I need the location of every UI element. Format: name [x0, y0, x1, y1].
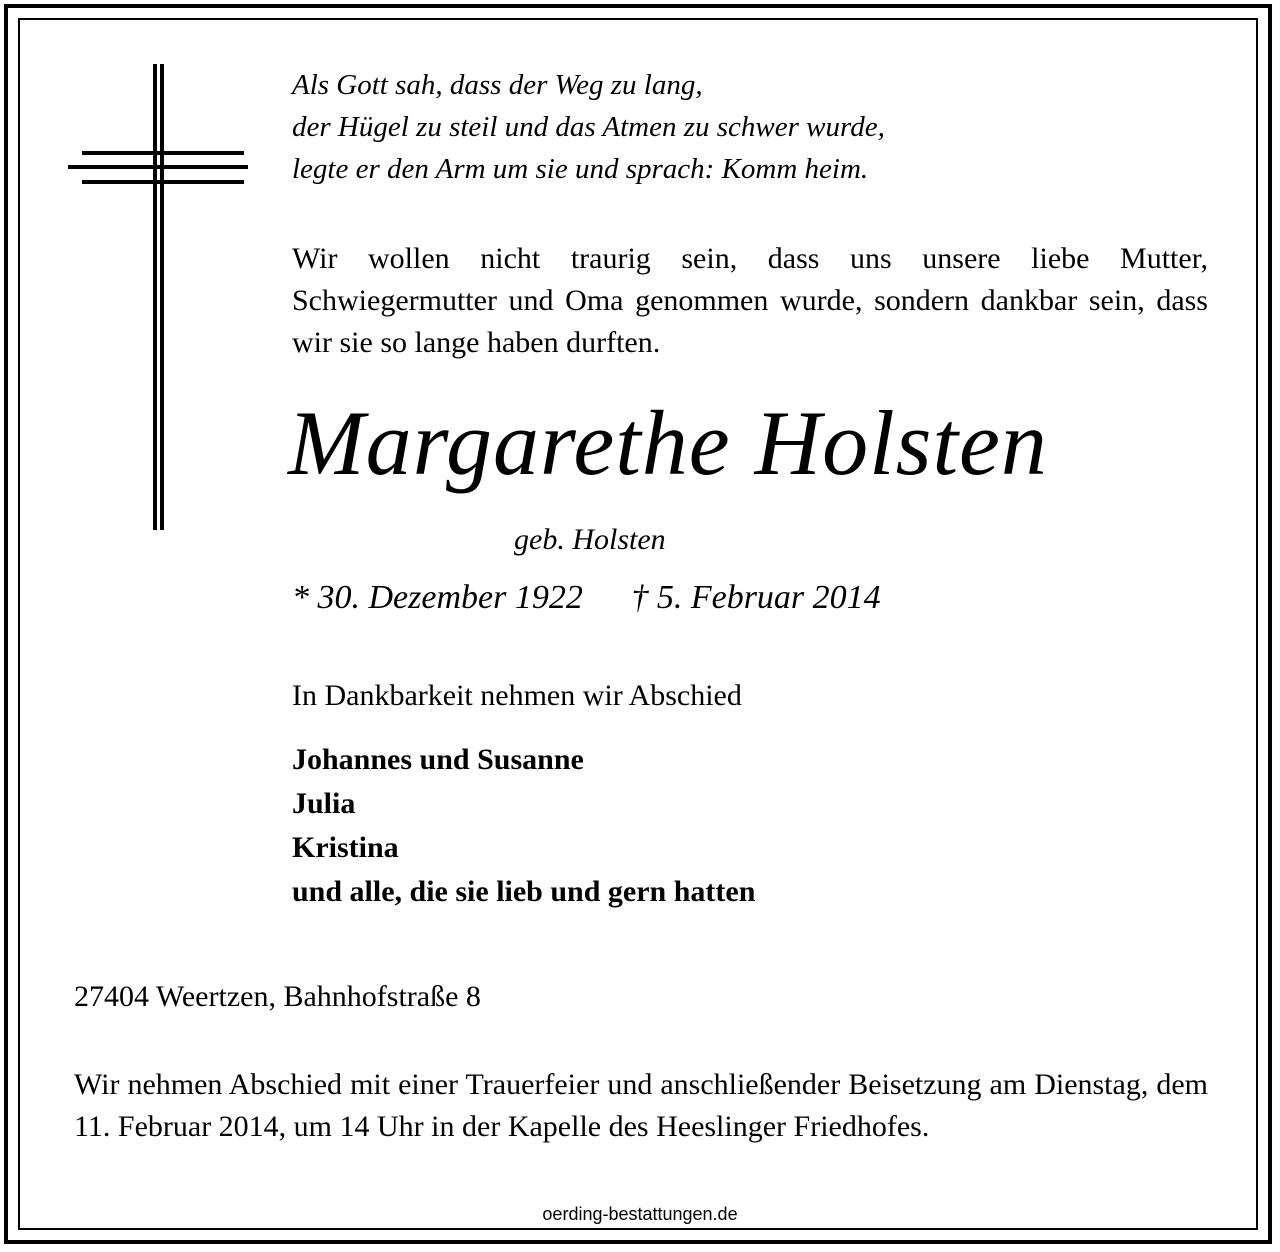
deceased-name: Margarethe Holsten: [288, 392, 1048, 494]
poem-line: legte er den Arm um sie und sprach: Komm heim.: [292, 153, 869, 185]
maiden-name: geb. Holsten: [514, 523, 666, 556]
mourner: Johannes und Susanne: [292, 743, 584, 776]
mourner: Kristina: [292, 831, 399, 864]
mourners-list: [292, 738, 755, 914]
death-date: † 5. Februar 2014: [631, 579, 881, 616]
mourner: und alle, die sie lieb und gern hatten: [292, 875, 756, 908]
poem-line: der Hügel zu steil und das Atmen zu schwer wurde,: [292, 111, 885, 143]
service-info: Wir nehmen Abschied mit einer Trauerfeier und anschließender Beisetzung am Dienstag, dem 11. Februar 2014, um 14 Uhr in der Kapelle des Heeslinger Friedhofes.: [74, 1068, 1208, 1143]
farewell-text: In Dankbarkeit nehmen wir Abschied: [292, 679, 742, 712]
poem-line: Als Gott sah, dass der Weg zu lang,: [292, 69, 703, 101]
footer-url: oerding-bestattungen.de: [542, 1204, 738, 1224]
mourner: Julia: [292, 787, 356, 820]
address: 27404 Weertzen, Bahnhofstraße 8: [74, 980, 481, 1013]
intro-text: Wir wollen nicht traurig sein, dass uns unsere liebe Mutter, Schwiegermutter und Oma genommen wurde, sondern dankbar sein, dass wir sie so lange haben durften.: [292, 242, 1208, 359]
life-dates: [292, 576, 881, 620]
cross-icon: [68, 64, 248, 530]
birth-date: * 30. Dezember 1922: [292, 579, 583, 616]
poem: [292, 64, 885, 190]
